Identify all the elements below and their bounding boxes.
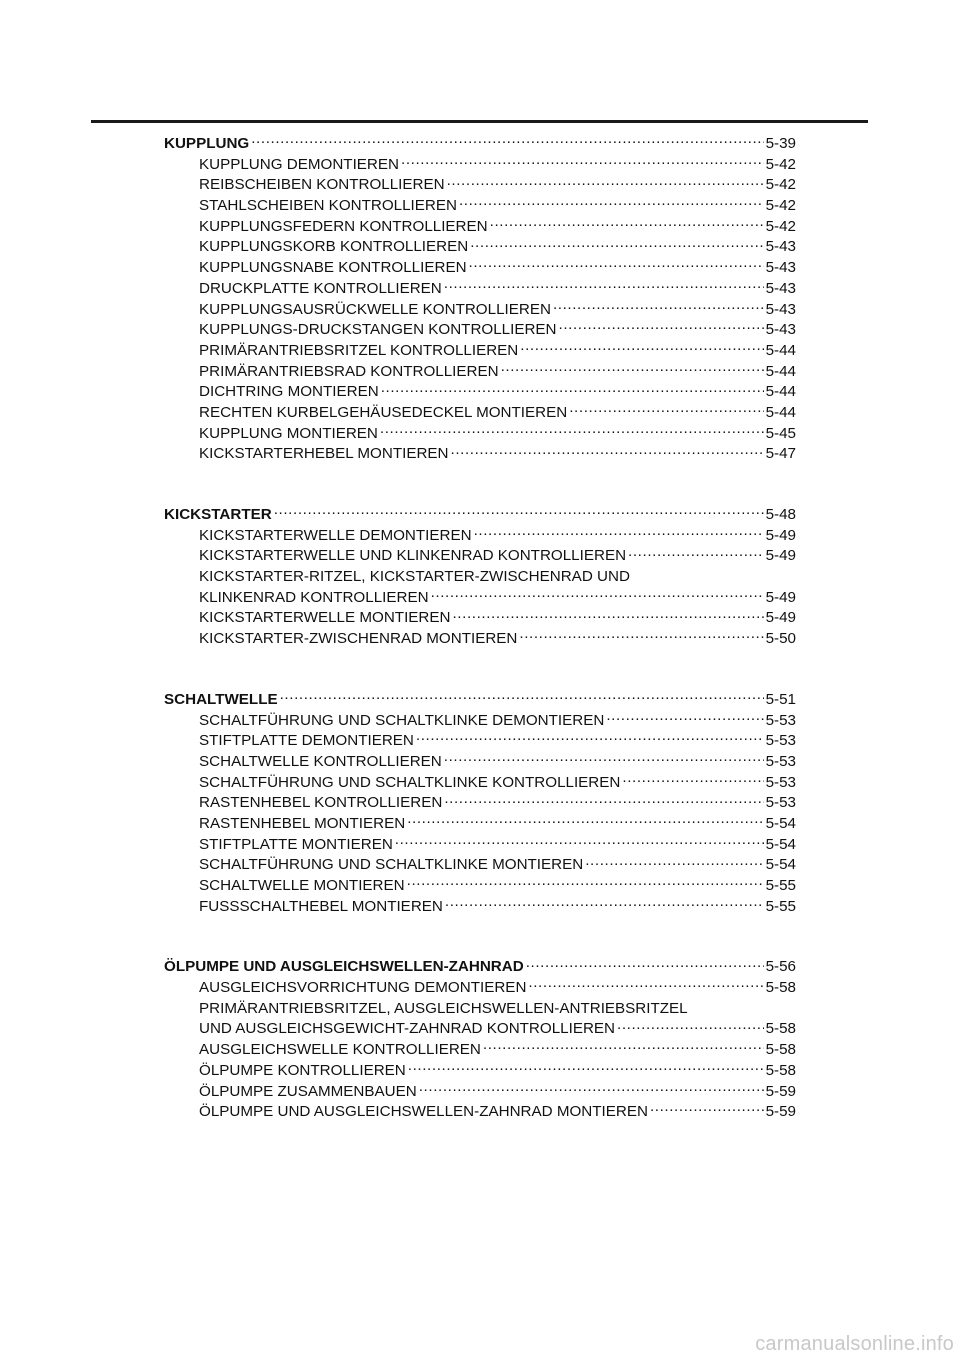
toc-page-number: 5-53 bbox=[765, 773, 796, 791]
toc-entry bbox=[164, 731, 796, 752]
toc-entry bbox=[164, 444, 796, 465]
toc-entry bbox=[164, 279, 796, 300]
toc-page-number: 5-43 bbox=[765, 259, 796, 277]
toc-entry-title: SCHALTWELLE bbox=[164, 690, 278, 708]
dot-leader bbox=[416, 731, 764, 745]
dot-leader bbox=[395, 835, 764, 849]
toc-page-number: 5-45 bbox=[765, 424, 796, 442]
toc-entry-title: RASTENHEBEL KONTROLLIEREN bbox=[199, 794, 443, 812]
dot-leader bbox=[445, 897, 764, 911]
toc-entry-title: KUPPLUNG DEMONTIEREN bbox=[199, 155, 399, 173]
toc-entry bbox=[164, 403, 796, 424]
toc-page-number: 5-47 bbox=[765, 445, 796, 463]
toc-page-number: 5-39 bbox=[765, 135, 796, 152]
toc-entry-title: KUPPLUNGS-DRUCKSTANGEN KONTROLLIEREN bbox=[199, 321, 557, 339]
dot-leader bbox=[474, 526, 764, 540]
toc-page-number: 5-58 bbox=[765, 1041, 796, 1059]
toc-page-number: 5-44 bbox=[765, 403, 796, 421]
toc-entry bbox=[164, 608, 796, 629]
toc-entry bbox=[164, 629, 796, 650]
dot-leader bbox=[526, 957, 764, 971]
toc-entry bbox=[164, 382, 796, 403]
toc-entry-title: ÖLPUMPE ZUSAMMENBAUEN bbox=[199, 1082, 417, 1100]
toc-entry bbox=[164, 588, 796, 609]
toc-heading bbox=[164, 505, 796, 526]
toc-page-number: 5-53 bbox=[765, 794, 796, 812]
toc-page-number: 5-55 bbox=[765, 877, 796, 894]
toc-page-number: 5-44 bbox=[765, 341, 796, 359]
dot-leader bbox=[419, 1082, 764, 1096]
dot-leader bbox=[444, 793, 763, 807]
toc-entry-title: UND AUSGLEICHSGEWICHT-ZAHNRAD KONTROLLIEREN bbox=[199, 1020, 616, 1038]
toc-entry bbox=[164, 793, 796, 814]
toc-page-number: 5-53 bbox=[765, 711, 796, 729]
toc-entry bbox=[164, 1082, 796, 1103]
toc-entry-title: FUSSSCHALTHEBEL MONTIEREN bbox=[199, 897, 443, 915]
toc-entry bbox=[164, 196, 796, 217]
toc-entry bbox=[164, 567, 796, 588]
dot-leader bbox=[585, 855, 763, 869]
toc-entry-title: AUSGLEICHSWELLE KONTROLLIEREN bbox=[199, 1041, 481, 1059]
dot-leader bbox=[622, 773, 763, 787]
toc-entry-title: SCHALTFÜHRUNG UND SCHALTKLINKE DEMONTIEREN bbox=[199, 711, 605, 729]
toc-entry-title: REIBSCHEIBEN KONTROLLIEREN bbox=[199, 176, 445, 194]
dot-leader bbox=[501, 362, 764, 376]
toc-page-number: 5-53 bbox=[765, 732, 796, 750]
toc-entry-title: DRUCKPLATTE KONTROLLIEREN bbox=[199, 279, 442, 297]
toc-entry bbox=[164, 835, 796, 856]
toc-entry bbox=[164, 258, 796, 279]
toc-entry bbox=[164, 855, 796, 876]
toc-entry bbox=[164, 752, 796, 773]
toc-entry bbox=[164, 546, 796, 567]
toc-entry bbox=[164, 814, 796, 835]
toc-entry-title: PRIMÄRANTRIEBSRITZEL, AUSGLEICHSWELLEN-ANTRIEBSRITZEL bbox=[199, 999, 688, 1017]
toc-entry bbox=[164, 897, 796, 918]
toc-heading bbox=[164, 957, 796, 978]
dot-leader bbox=[469, 258, 764, 272]
dot-leader bbox=[569, 403, 763, 417]
dot-leader bbox=[519, 629, 763, 643]
toc-entry-title: STIFTPLATTE DEMONTIEREN bbox=[199, 732, 414, 750]
toc-entry-title: SCHALTWELLE KONTROLLIEREN bbox=[199, 752, 442, 770]
dot-leader bbox=[650, 1102, 764, 1116]
toc-page-number: 5-55 bbox=[765, 897, 796, 915]
watermark: carmanualsonline.info bbox=[755, 1333, 954, 1355]
toc-page-number: 5-48 bbox=[765, 506, 796, 523]
toc-entry-title: SCHALTFÜHRUNG UND SCHALTKLINKE KONTROLLIEREN bbox=[199, 773, 621, 791]
toc-entry bbox=[164, 175, 796, 196]
dot-leader bbox=[628, 546, 764, 560]
toc-entry-title: KICKSTARTERWELLE UND KLINKENRAD KONTROLLIEREN bbox=[199, 547, 627, 565]
toc-entry-title: KUPPLUNGSFEDERN KONTROLLIEREN bbox=[199, 217, 488, 235]
toc-entry-title: KICKSTARTER-ZWISCHENRAD MONTIEREN bbox=[199, 630, 518, 648]
top-rule bbox=[91, 120, 868, 123]
toc-entry bbox=[164, 773, 796, 794]
toc-entry bbox=[164, 999, 796, 1020]
dot-leader bbox=[470, 237, 763, 251]
toc-entry bbox=[164, 1061, 796, 1082]
dot-leader bbox=[483, 1040, 764, 1054]
toc-entry-title: KICKSTARTERWELLE DEMONTIEREN bbox=[199, 526, 472, 544]
toc-page-number: 5-58 bbox=[765, 979, 796, 997]
dot-leader bbox=[251, 134, 763, 148]
toc-entry-title: KICKSTARTER-RITZEL, KICKSTARTER-ZWISCHENRAD UND bbox=[199, 568, 630, 586]
toc-entry-title: SCHALTWELLE MONTIEREN bbox=[199, 877, 405, 894]
toc-page-number: 5-42 bbox=[765, 217, 796, 235]
toc-entry-title: KICKSTARTERWELLE MONTIEREN bbox=[199, 609, 451, 627]
toc-page-number: 5-42 bbox=[765, 155, 796, 173]
toc-page-number: 5-59 bbox=[765, 1103, 796, 1121]
toc-entry-title: STIFTPLATTE MONTIEREN bbox=[199, 835, 393, 853]
dot-leader bbox=[617, 1019, 764, 1033]
dot-leader bbox=[459, 196, 764, 210]
toc-entry bbox=[164, 1019, 796, 1040]
toc-entry-title: RASTENHEBEL MONTIEREN bbox=[199, 814, 406, 832]
dot-leader bbox=[401, 155, 764, 169]
toc-heading bbox=[164, 134, 796, 155]
toc-page-number: 5-59 bbox=[765, 1082, 796, 1100]
toc-section bbox=[164, 134, 796, 465]
toc-entry-title: SCHALTFÜHRUNG UND SCHALTKLINKE MONTIEREN bbox=[199, 856, 584, 874]
toc-entry bbox=[164, 711, 796, 732]
toc-page-number: 5-43 bbox=[765, 238, 796, 256]
toc-page-number: 5-50 bbox=[765, 630, 796, 648]
toc-page-number: 5-42 bbox=[765, 197, 796, 215]
dot-leader bbox=[553, 300, 764, 314]
toc-page-number: 5-49 bbox=[765, 547, 796, 565]
dot-leader bbox=[381, 382, 764, 396]
toc-entry bbox=[164, 155, 796, 176]
toc-entry-title: AUSGLEICHSVORRICHTUNG DEMONTIEREN bbox=[199, 979, 527, 997]
toc-entry-title: ÖLPUMPE UND AUSGLEICHSWELLEN-ZAHNRAD bbox=[164, 958, 524, 976]
toc-section bbox=[164, 957, 796, 1123]
toc-page-number: 5-44 bbox=[765, 362, 796, 380]
dot-leader bbox=[520, 341, 763, 355]
dot-leader bbox=[451, 444, 764, 458]
toc-page-number: 5-44 bbox=[765, 383, 796, 401]
toc-entry bbox=[164, 237, 796, 258]
toc-page-number: 5-54 bbox=[765, 814, 796, 832]
toc-entry bbox=[164, 362, 796, 383]
toc-page-number: 5-56 bbox=[765, 958, 796, 976]
toc-entry-title: KUPPLUNGSNABE KONTROLLIEREN bbox=[199, 259, 467, 277]
toc-page-number: 5-54 bbox=[765, 856, 796, 874]
toc-page-number: 5-53 bbox=[765, 752, 796, 770]
dot-leader bbox=[280, 690, 764, 704]
dot-leader bbox=[606, 711, 763, 725]
toc-entry bbox=[164, 1040, 796, 1061]
toc-entry-title: KUPPLUNGSKORB KONTROLLIEREN bbox=[199, 238, 469, 256]
toc-entry-title: KUPPLUNGSAUSRÜCKWELLE KONTROLLIEREN bbox=[199, 300, 551, 318]
toc-heading bbox=[164, 690, 796, 711]
toc-page-number: 5-58 bbox=[765, 1020, 796, 1038]
toc-page-number: 5-42 bbox=[765, 176, 796, 194]
toc-page-number: 5-49 bbox=[765, 526, 796, 544]
dot-leader bbox=[407, 814, 763, 828]
toc-entry bbox=[164, 341, 796, 362]
toc-entry bbox=[164, 876, 796, 897]
toc-entry bbox=[164, 300, 796, 321]
toc-entry-title: KUPPLUNG bbox=[164, 135, 250, 152]
dot-leader bbox=[447, 175, 764, 189]
toc-entry bbox=[164, 978, 796, 999]
table-of-contents bbox=[164, 134, 796, 1123]
toc-page-number: 5-43 bbox=[765, 279, 796, 297]
toc-page-number: 5-54 bbox=[765, 835, 796, 853]
toc-page-number: 5-43 bbox=[765, 300, 796, 318]
dot-leader bbox=[559, 320, 764, 334]
toc-entry-title: KICKSTARTERHEBEL MONTIEREN bbox=[199, 445, 449, 463]
toc-section bbox=[164, 505, 796, 650]
dot-leader bbox=[452, 608, 763, 622]
toc-page-number: 5-43 bbox=[765, 321, 796, 339]
dot-leader bbox=[274, 505, 764, 519]
dot-leader bbox=[490, 217, 764, 231]
dot-leader bbox=[528, 978, 763, 992]
toc-entry bbox=[164, 1102, 796, 1123]
toc-entry bbox=[164, 217, 796, 238]
toc-section bbox=[164, 690, 796, 918]
toc-page-number: 5-49 bbox=[765, 588, 796, 606]
dot-leader bbox=[431, 588, 764, 602]
toc-entry-title: STAHLSCHEIBEN KONTROLLIEREN bbox=[199, 197, 457, 215]
toc-entry-title: DICHTRING MONTIEREN bbox=[199, 383, 379, 401]
toc-page-number: 5-49 bbox=[765, 609, 796, 627]
toc-page-number: 5-51 bbox=[765, 690, 796, 708]
toc-entry bbox=[164, 424, 796, 445]
toc-entry bbox=[164, 526, 796, 547]
toc-entry-title: KUPPLUNG MONTIEREN bbox=[199, 424, 378, 442]
dot-leader bbox=[407, 876, 764, 890]
toc-entry-title: PRIMÄRANTRIEBSRAD KONTROLLIEREN bbox=[199, 362, 499, 380]
toc-entry-title: KICKSTARTER bbox=[164, 506, 272, 523]
dot-leader bbox=[408, 1061, 764, 1075]
toc-entry-title: KLINKENRAD KONTROLLIEREN bbox=[199, 588, 429, 606]
dot-leader bbox=[444, 279, 764, 293]
toc-entry-title: PRIMÄRANTRIEBSRITZEL KONTROLLIEREN bbox=[199, 341, 519, 359]
toc-entry-title: RECHTEN KURBELGEHÄUSEDECKEL MONTIEREN bbox=[199, 403, 568, 421]
dot-leader bbox=[444, 752, 764, 766]
toc-entry bbox=[164, 320, 796, 341]
toc-entry-title: ÖLPUMPE KONTROLLIEREN bbox=[199, 1061, 406, 1079]
toc-page-number: 5-58 bbox=[765, 1061, 796, 1079]
toc-entry-title: ÖLPUMPE UND AUSGLEICHSWELLEN-ZAHNRAD MONTIEREN bbox=[199, 1103, 648, 1121]
dot-leader bbox=[380, 424, 764, 438]
